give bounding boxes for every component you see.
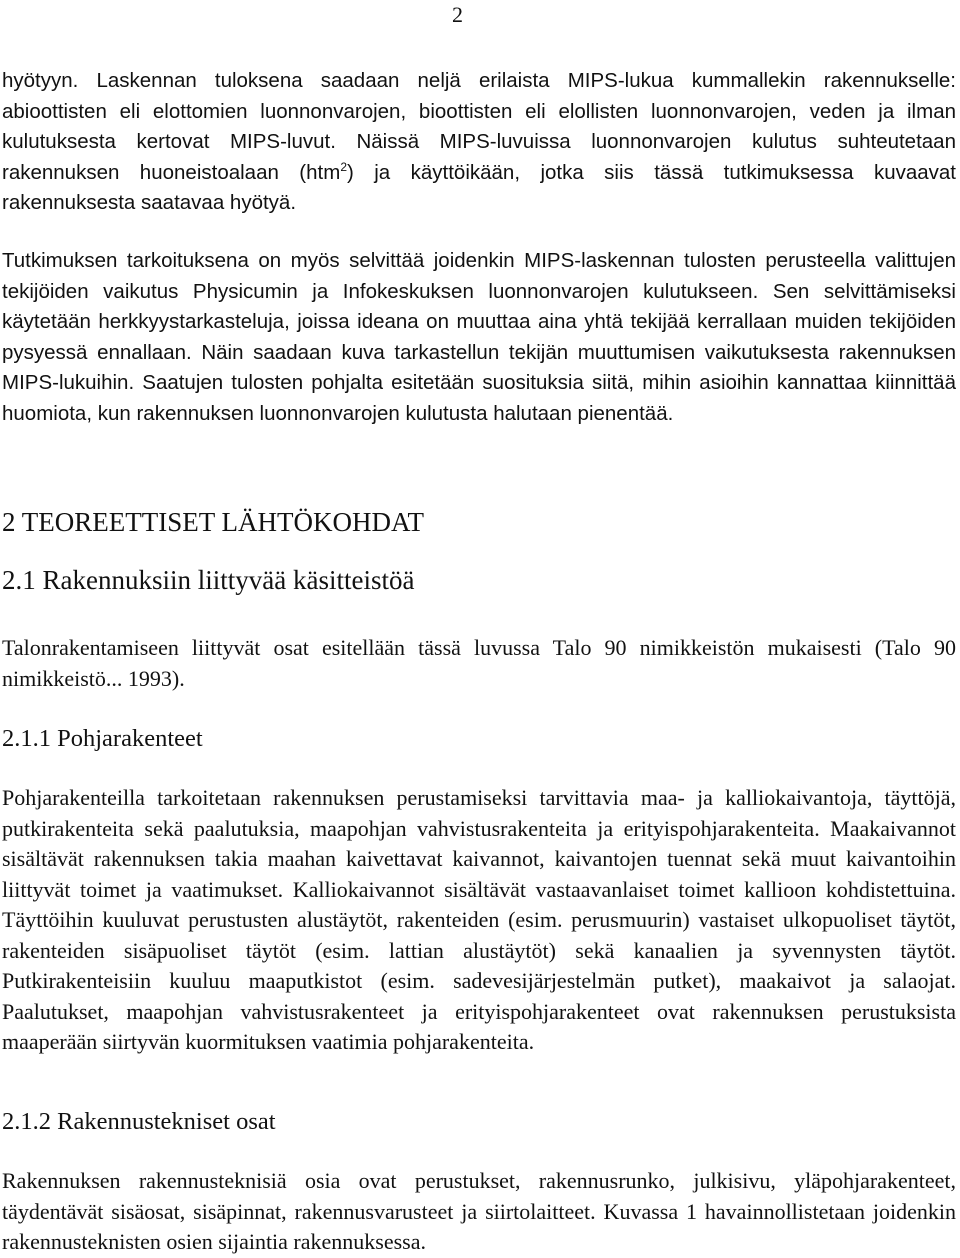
intro-paragraph [2, 66, 956, 219]
chapter-heading: 2 TEOREETTISET LÄHTÖKOHDAT [2, 507, 424, 537]
intro-text-part-2: ) ja käyttöikään, jotka siis tässä tutkimuksessa kuvaavat rakennuksesta saatavaa hyötyä. [2, 160, 956, 214]
section-paragraph: Talonrakentamiseen liittyvät osat esitellään tässä luvussa Talo 90 nimikkeistön mukaisesti (Talo 90 nimikkeistö... 1993). [2, 635, 956, 691]
subsection-paragraph-pohjarakenteet: Pohjarakenteilla tarkoitetaan rakennuksen perustamiseksi tarvittavia maa- ja kalliokaivantoja, täyttöjä, putkirakenteita sekä paalutuksia, maapohjan vahvistusrakenteita ja erityispohjarakenteita. Maakaivannot sisältävät rakennuksen takia maahan kaivettavat kaivannot, kaivantojen tuennat sekä muut kaivantoihin liittyvät toimet ja vaatimukset. Kalliokaivannot sisältävät vastaavanlaiset toimet kallioon kohdistettuina. Täyttöihin kuuluvat perustusten alustäytöt, rakenteiden (esim. perusmuurin) vastaiset ulkopuoliset täytöt, rakenteiden sisäpuoliset täytöt (esim. lattian alustäytöt) sekä kanaalien ja syvennysten täytöt. Putkirakenteisiin kuuluu maaputkistot (esim. sadevesijärjestelmän putket), maakaivot ja salaojat. Paalutukset, maapohjan vahvistusrakenteet ja erityispohjarakenteet ovat rakennuksen perustuksista maaperään siirtyvän kuormituksen vaatimia pohjarakenteita. [2, 785, 956, 1054]
subsection-heading-pohjarakenteet: 2.1.1 Pohjarakenteet [2, 725, 203, 752]
purpose-paragraph: Tutkimuksen tarkoituksena on myös selvittää joidenkin MIPS-laskennan tulosten perusteella valittujen tekijöiden vaikutus Physicumin ja Infokeskuksen luonnonvarojen kulutukseen. Sen selvittämiseksi käytetään herkkyystarkasteluja, joissa ideana on muuttaa aina yhtä tekijää kerrallaan muiden tekijöiden pysyessä ennallaan. Näin saadaan kuva tarkastellun tekijän muuttumisen vaikutuksesta rakennuksen MIPS-lukuihin. Saatujen tulosten pohjalta esitetään suosituksia siitä, mihin asioihin kannattaa kiinnittää huomiota, kun rakennuksen luonnonvarojen kulutusta halutaan pienentää. [2, 249, 956, 425]
section-heading: 2.1 Rakennuksiin liittyvää käsitteistöä [2, 565, 415, 595]
page-number: 2 [452, 2, 463, 27]
intro-text-part-1: hyötyyn. Laskennan tuloksena saadaan neljä erilaista MIPS-lukua kummallekin rakennukselle: abioottisten eli elottomien luonnonvarojen, bioottisten eli elollisten luonnonvarojen, veden ja ilman kulutuksesta kertovat MIPS-luvut. Näissä MIPS-luvuissa luonnonvarojen kulutus suhteutetaan rakennuksen huoneistoalaan (htm [2, 69, 956, 184]
subsection-heading-rakennustekniset-osat: 2.1.2 Rakennustekniset osat [2, 1108, 276, 1135]
superscript-two: 2 [340, 159, 347, 174]
subsection-paragraph-rakennustekniset-osat: Rakennuksen rakennusteknisiä osia ovat perustukset, rakennusrunko, julkisivu, yläpohjarakenteet, täydentävät sisäosat, sisäpinnat, rakennusvarusteet ja siirtolaitteet. Kuvassa 1 havainnollistetaan joidenkin rakennusteknisten osien sijaintia rakennuksessa. [2, 1168, 956, 1254]
